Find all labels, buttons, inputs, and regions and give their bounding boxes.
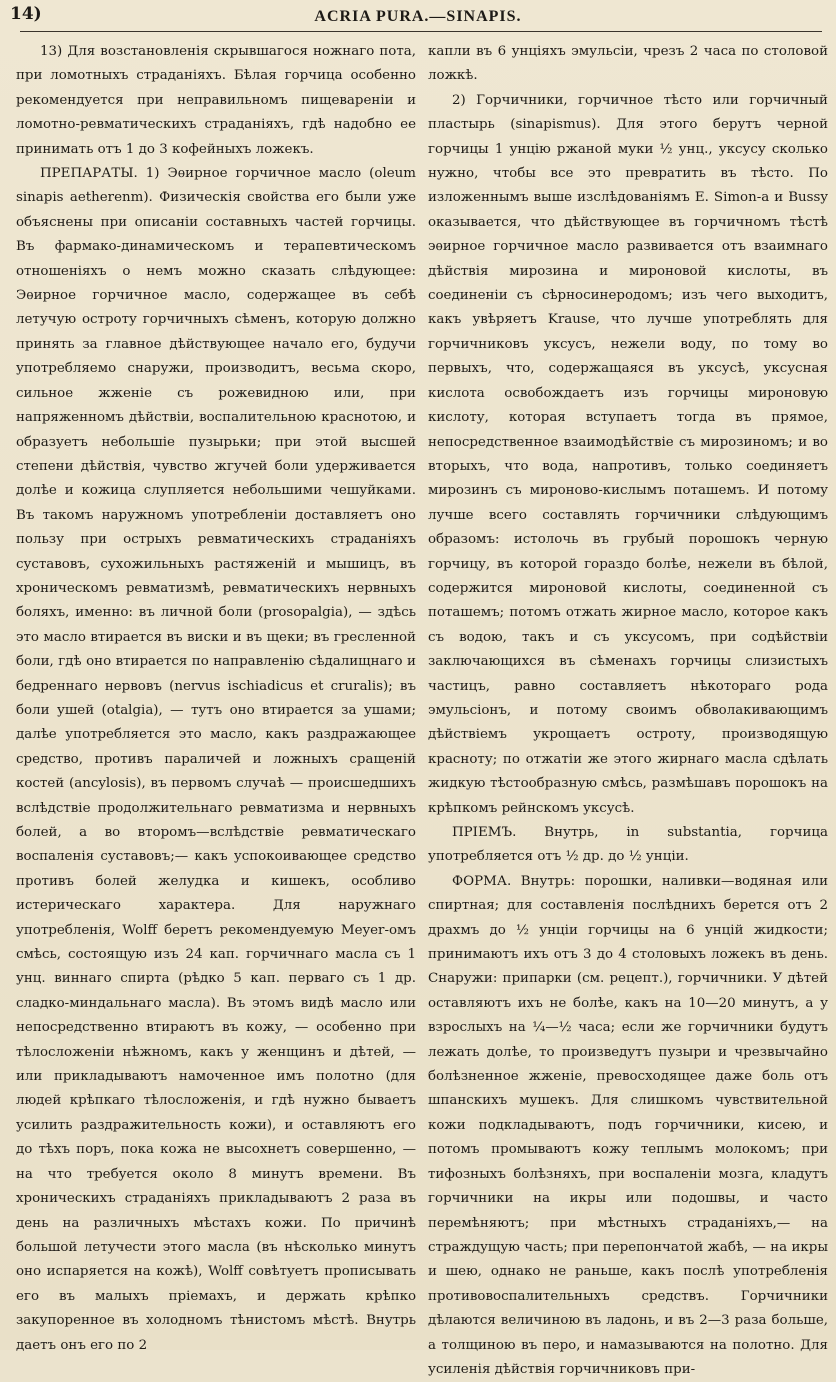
paragraph-continuation: капли въ 6 унціяхъ эмульсіи, чрезъ 2 часа по столовой ложкѣ. xyxy=(428,44,828,84)
paragraph-sweat: 13) Для возстановленія скрывшагося ножнаго пота, при ломотныхъ страданіяхъ. Бѣлая горчица особенно рекомендуется при неправильномъ пищевареніи и ломотно-ревматическихъ страданіяхъ, гдѣ надобно ее принимать отъ 1 до 3 кофейныхъ ложекъ. xyxy=(16,44,416,157)
paragraph-mustard-plasters: 2) Горчичники, горчичное тѣсто или горчичный пластырь (sinapismus). Для этого берутъ черной горчицы 1 унцію ржаной муки ½ унц., уксусу сколько нужно, чтобы все это превратить въ тѣсто. По изложеннымъ выше изслѣдованіямъ E. Simon-а и Bussy оказывается, что дѣйствующее въ горчичномъ тѣстѣ эѳирное горчичное масло развивается отъ взаимнаго дѣйствія мирозина и мироновой кислоты, въ соединеніи съ сѣрносинеродомъ; изъ чего выходитъ, какъ увѣряетъ Krause, что лучше употреблять для горчичниковъ уксусъ, нежели воду, по тому во первыхъ, что, содержащаяся въ уксусѣ, уксусная кислота освобождаетъ изъ горчицы мироновую кислоту, которая вступаетъ тогда въ прямое, непосредственное взаимодѣйствіе съ мирозиномъ; и во вторыхъ, что вода, напротивъ, только соединяетъ мирозинъ съ мироново-кислымъ поташемъ. И потому лучше всего составлять горчичники слѣдующимъ образомъ: истолочь въ грубый порошокъ черную горчицу, въ которой гораздо болѣе, нежели въ бѣлой, содержится мироновой кислоты, соединенной съ поташемъ; потомъ отжать жирное масло, которое какъ съ водою, такъ и съ уксусомъ, при содѣйствіи заключающихся въ сѣменахъ горчицы слизистыхъ частицъ, равно составляетъ нѣкотораго рода эмульсіонъ, и потому своимъ обволакивающимъ дѣйствіемъ укрощаетъ остроту, производящую красноту; по отжатіи же этого жирнаго масла сдѣлать жидкую тѣстообразную смѣсь, размѣшавъ порошокъ на крѣпкомъ рейнскомъ уксусѣ. xyxy=(428,92,828,816)
paragraph-form: ФОРМА. Внутрь: порошки, наливки—водяная или спиртная; для составленія послѣднихъ берется отъ 2 драхмъ до ½ унціи горчицы на 6 унцій жидкости; принимаютъ ихъ отъ 3 до 4 столовыхъ ложекъ въ день. Снаружи: припарки (см. рецепт.), горчичники. У дѣтей оставляютъ ихъ не болѣе, какъ на 10—20 минутъ, а у взрослыхъ на ¼—½ часа; если же горчичники будутъ лежать долѣе, то произведутъ пузыри и чрезвычайно болѣзненное жженіе, превосходящее даже боль отъ шпанскихъ мушекъ. Для слишкомъ чувствительной кожи подкладываютъ, подъ горчичники, кисею, и потомъ промываютъ кожу теплымъ молокомъ; при тифозныхъ болѣзняхъ, при воспаленіи мозга, кладутъ горчичники на икры или подошвы, и часто перемѣняютъ; при мѣстныхъ страданіяхъ,— на страждущую часть; при перепончатой жабѣ, — на икры и шею, однако не раньше, какъ послѣ употребленія противовоспалительныхъ средствъ. Горчичники дѣлаются величиною въ ладонь, и въ 2—3 раза больше, а толщиною въ перо, и намазываются на полотно. Для усиленія дѣйствія горчичниковъ при- xyxy=(428,873,828,1377)
page-number: 14) xyxy=(10,4,42,24)
text-columns xyxy=(16,40,828,1377)
paragraph-dose: ПРІЕМЪ. Внутрь, in substantia, горчица употребляется отъ ½ др. до ½ унціи. xyxy=(428,825,828,865)
right-column xyxy=(428,40,828,1377)
header-rule xyxy=(20,31,822,32)
paragraph-preparations: ПРЕПАРАТЫ. 1) Эѳирное горчичное масло (oleum sinapis aetherenm). Физическія свойства его были уже объяснены при описаніи составныхъ частей горчицы. Въ фармако-динамическомъ и терапевтическомъ отношеніяхъ о немъ можно сказать слѣдующее: Эѳирное горчичное масло, содержащее въ себѣ летучую остроту горчичныхъ сѣменъ, которую должно принять за главное дѣйствующее начало его, будучи употребляемо снаружи, производитъ, весьма скоро, сильное жженіе съ рожевидною или, при напряженномъ дѣйствіи, воспалительною краснотою, и образуетъ небольшіе пузырьки; при этой высшей степени дѣйствія, чувство жгучей боли удерживается долѣе и кожица слупляется небольшими чешуйками. Въ такомъ наружномъ употребленіи доставляетъ оно пользу при острыхъ ревматическихъ страданіяхъ суставовъ, сухожильныхъ растяженій и мышицъ, въ хроническомъ ревматизмѣ, ревматическихъ нервныхъ боляхъ, именно: въ личной боли (prosopalgia), — здѣсь это масло втирается въ виски и въ щеки; въ гресленной боли, гдѣ оно втирается по направленію сѣдалищнаго и бедреннаго нервовъ (nervus ischiadicus et cruralis); въ боли ушей (otalgia), — тутъ оно втирается за ушами; далѣе употребляется это масло, какъ раздражающее средство, противъ параличей и ложныхъ сращеній костей (ancylosis), въ первомъ случаѣ — происшедшихъ вслѣдствіе продолжительнаго ревматизма и нервныхъ болей, а во второмъ—вслѣдствіе ревматическаго воспаленія суставовъ;— какъ успокоивающее средство противъ болей желудка и кишекъ, особливо истерическаго характера. Для наружнаго употребленія, Wolff беретъ рекомендуемую Meyer-омъ смѣсь, состоящую изъ 24 кап. горчичнаго масла съ 1 унц. виннаго спирта (рѣдко 5 кап. перваго съ 1 др. сладко-миндальнаго масла). Въ этомъ видѣ масло или непосредственно втираютъ въ кожу, — особенно при тѣлосложеніи нѣжномъ, какъ у женщинъ и дѣтей, — или прикладываютъ намоченное имъ полотно (для людей крѣпкаго тѣлосложенія, и гдѣ нужно бываетъ усилить раздражительность кожи), и оставляютъ его до тѣхъ поръ, пока кожа не высохнетъ совершенно, — на что требуется около 8 минутъ времени. Въ хроническихъ страданіяхъ прикладываютъ 2 раза въ день на различныхъ мѣстахъ кожи. По причинѣ большой летучести этого масла (въ нѣсколько минутъ оно испаряется на кожѣ), Wolff совѣтуетъ прописывать его въ малыхъ пріемахъ, и держать крѣпко закупоренное въ холодномъ тѣнистомъ мѣстѣ. Внутрь даетъ онъ его по 2 xyxy=(16,166,416,1353)
left-column xyxy=(16,40,416,1353)
page-header xyxy=(0,0,836,40)
running-title: ACRIA PURA.—SINAPIS. xyxy=(314,8,522,25)
